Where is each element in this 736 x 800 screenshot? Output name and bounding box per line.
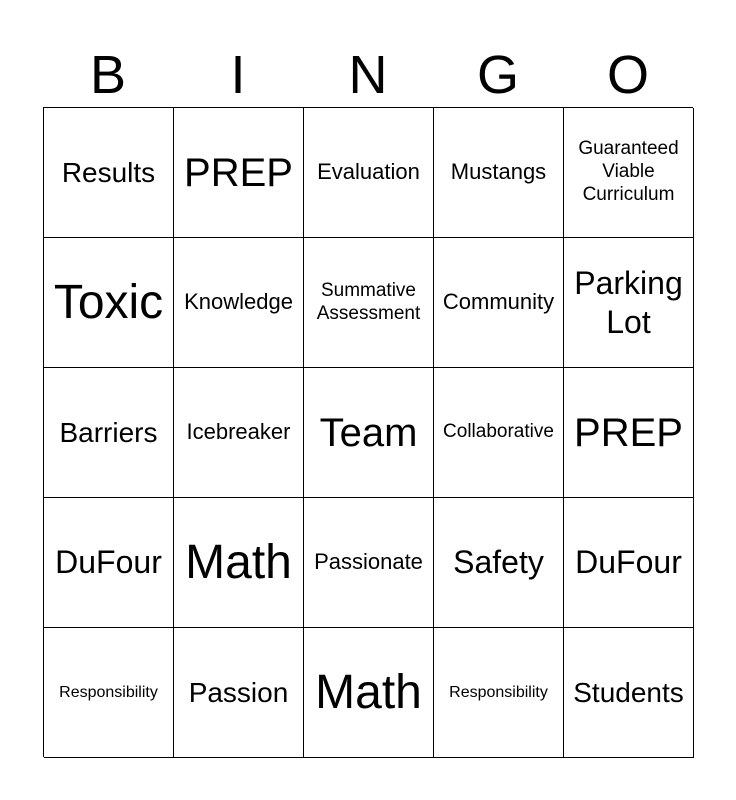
cell-text: Guaranteed Viable Curriculum	[578, 138, 679, 205]
cell-text: Passionate	[314, 549, 423, 575]
cell-text: DuFour	[55, 544, 162, 581]
cell-text: Community	[442, 289, 555, 315]
cell-text: DuFour	[575, 544, 682, 581]
bingo-cell-r2-c5[interactable]	[564, 238, 694, 368]
cell-text: Math	[315, 665, 422, 719]
bingo-cell-r4-c5[interactable]	[564, 498, 694, 628]
bingo-cell-r3-c2[interactable]	[174, 368, 304, 498]
cell-text: Summative Assessment	[316, 279, 421, 324]
bingo-cell-r1-c5[interactable]	[564, 108, 694, 238]
header-letter-o: O	[606, 45, 649, 105]
bingo-cell-r1-c3[interactable]	[304, 108, 434, 238]
bingo-cell-r1-c4[interactable]	[434, 108, 564, 238]
cell-text: Mustangs	[450, 159, 547, 185]
cell-text: Knowledge	[184, 289, 293, 315]
cell-text: Evaluation	[317, 159, 420, 185]
bingo-cell-r4-c2[interactable]	[174, 498, 304, 628]
bingo-cell-r2-c3[interactable]	[304, 238, 434, 368]
cell-text: Responsibility	[449, 683, 548, 701]
cell-text: Students	[573, 676, 684, 708]
bingo-cell-r1-c1[interactable]	[44, 108, 174, 238]
bingo-cell-r5-c5[interactable]	[564, 628, 694, 758]
cell-text: Results	[61, 156, 156, 188]
bingo-cell-r2-c1[interactable]	[44, 238, 174, 368]
bingo-cell-r3-c3[interactable]	[304, 368, 434, 498]
bingo-cell-r1-c2[interactable]	[174, 108, 304, 238]
cell-text: PREP	[184, 150, 293, 195]
cell-text: Parking Lot	[574, 265, 683, 340]
bingo-cell-r5-c1[interactable]	[44, 628, 174, 758]
header-letter-n: N	[348, 45, 388, 105]
cell-text: Icebreaker	[186, 419, 291, 445]
bingo-cell-r3-c1[interactable]	[44, 368, 174, 498]
cell-text: Math	[185, 535, 292, 589]
bingo-header	[43, 42, 693, 108]
cell-text: Barriers	[59, 416, 158, 448]
cell-text: Responsibility	[59, 683, 158, 701]
cell-text: PREP	[574, 410, 683, 455]
header-letter-g: G	[476, 45, 519, 105]
bingo-cell-r2-c2[interactable]	[174, 238, 304, 368]
cell-text: Safety	[453, 544, 544, 581]
bingo-cell-r3-c4[interactable]	[434, 368, 564, 498]
bingo-cell-r4-c3[interactable]	[304, 498, 434, 628]
bingo-cell-r5-c3[interactable]	[304, 628, 434, 758]
bingo-cell-r3-c5[interactable]	[564, 368, 694, 498]
header-letter-b: B	[89, 45, 127, 105]
bingo-cell-r5-c4[interactable]	[434, 628, 564, 758]
bingo-cell-r4-c1[interactable]	[44, 498, 174, 628]
bingo-cell-r2-c4[interactable]	[434, 238, 564, 368]
cell-text: Collaborative	[443, 421, 554, 443]
cell-text: Passion	[188, 676, 289, 708]
header-letter-i: I	[230, 45, 246, 105]
cell-text: Toxic	[53, 275, 164, 329]
bingo-cell-r4-c4[interactable]	[434, 498, 564, 628]
cell-text: Team	[319, 410, 418, 455]
bingo-cell-r5-c2[interactable]	[174, 628, 304, 758]
bingo-board	[43, 107, 693, 757]
